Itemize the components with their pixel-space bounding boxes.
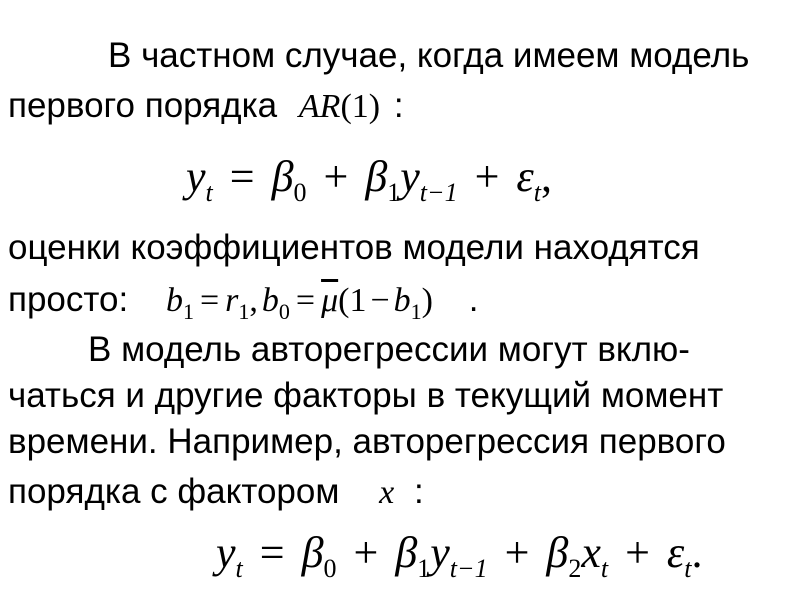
- f1-beta0: β: [271, 152, 294, 201]
- f2-period: .: [691, 528, 703, 577]
- f1-plus1: +: [323, 152, 349, 201]
- factor-variable: x: [379, 474, 395, 511]
- est-comma: ,: [249, 282, 258, 319]
- est-b1b: b: [393, 282, 411, 319]
- f1-y2-sub: t−1: [419, 178, 458, 207]
- f2-y-sub: t: [235, 554, 243, 583]
- est-b1b-sub: 1: [410, 299, 422, 324]
- f1-beta1-sub: 1: [387, 178, 401, 207]
- paragraph2-line1: оценки коэффициентов модели находятся: [8, 228, 700, 267]
- formula-ar1-factor: [216, 528, 703, 594]
- paragraph3-line4: [8, 472, 424, 513]
- f2-beta2: β: [546, 528, 569, 577]
- f1-beta0-sub: 0: [293, 178, 307, 207]
- f1-y: y: [186, 152, 206, 201]
- paragraph3-line4-text: порядка с фактором: [8, 472, 340, 511]
- f2-beta1-sub: 1: [417, 554, 431, 583]
- paragraph1-line2-text: первого порядка: [8, 86, 278, 125]
- paragraph2-line2: [8, 280, 478, 332]
- f1-eps-sub: t: [533, 178, 541, 207]
- paragraph3-line1: В модель авторегрессии могут вклю-: [88, 330, 690, 369]
- f2-beta0: β: [301, 528, 324, 577]
- f1-beta1: β: [365, 152, 388, 201]
- est-eq2: =: [295, 282, 316, 319]
- paragraph2-line2-text: просто:: [8, 280, 129, 319]
- model-name: AR: [298, 88, 341, 125]
- est-r1: r: [225, 282, 239, 319]
- f2-beta2-sub: 2: [568, 554, 582, 583]
- est-b0: b: [261, 282, 279, 319]
- paragraph1-line1: В частном случае, когда имеем модель: [108, 36, 750, 75]
- paragraph1-colon: :: [393, 86, 404, 125]
- formula-ar1: [186, 152, 552, 218]
- model-notation: [299, 88, 380, 125]
- paragraph1-line2: [8, 86, 404, 127]
- f2-x-sub: t: [600, 554, 609, 583]
- f1-y2: y: [400, 152, 420, 201]
- f1-y-sub: t: [205, 178, 213, 207]
- est-b0-sub: 0: [278, 299, 290, 324]
- f2-eps: ε: [666, 528, 685, 577]
- f2-x: x: [581, 528, 601, 577]
- f2-beta1: β: [395, 528, 418, 577]
- paragraph3-colon: :: [414, 472, 424, 511]
- f2-y2-sub: t−1: [449, 554, 488, 583]
- paragraph2-period: .: [468, 280, 479, 319]
- est-paren-close: ): [421, 282, 433, 319]
- f1-eq: =: [229, 152, 255, 201]
- f2-eq: =: [259, 528, 285, 577]
- est-eq1: =: [199, 282, 220, 319]
- f1-plus2: +: [474, 152, 500, 201]
- f2-beta0-sub: 0: [323, 554, 337, 583]
- est-b1: b: [165, 282, 183, 319]
- paragraph3-line3: времени. Например, авторегрессия первого: [8, 422, 726, 461]
- estimates-formula: [165, 282, 433, 324]
- est-paren-open: (1: [338, 282, 367, 319]
- model-order: (1): [340, 88, 381, 125]
- f2-eps-sub: t: [684, 554, 692, 583]
- f2-plus1: +: [353, 528, 379, 577]
- f2-y: y: [216, 528, 236, 577]
- f2-y2: y: [430, 528, 450, 577]
- f1-comma: ,: [540, 152, 552, 201]
- paragraph3-line2: чаться и другие факторы в текущий момент: [8, 376, 724, 415]
- est-b1-sub: 1: [182, 299, 194, 324]
- est-mu-bar: $\overline{\mu}$: [321, 282, 339, 319]
- est-r1-sub: 1: [238, 299, 250, 324]
- est-minus: −: [370, 282, 390, 319]
- f2-plus2: +: [504, 528, 530, 577]
- f1-eps: ε: [516, 152, 534, 201]
- f2-plus3: +: [625, 528, 650, 577]
